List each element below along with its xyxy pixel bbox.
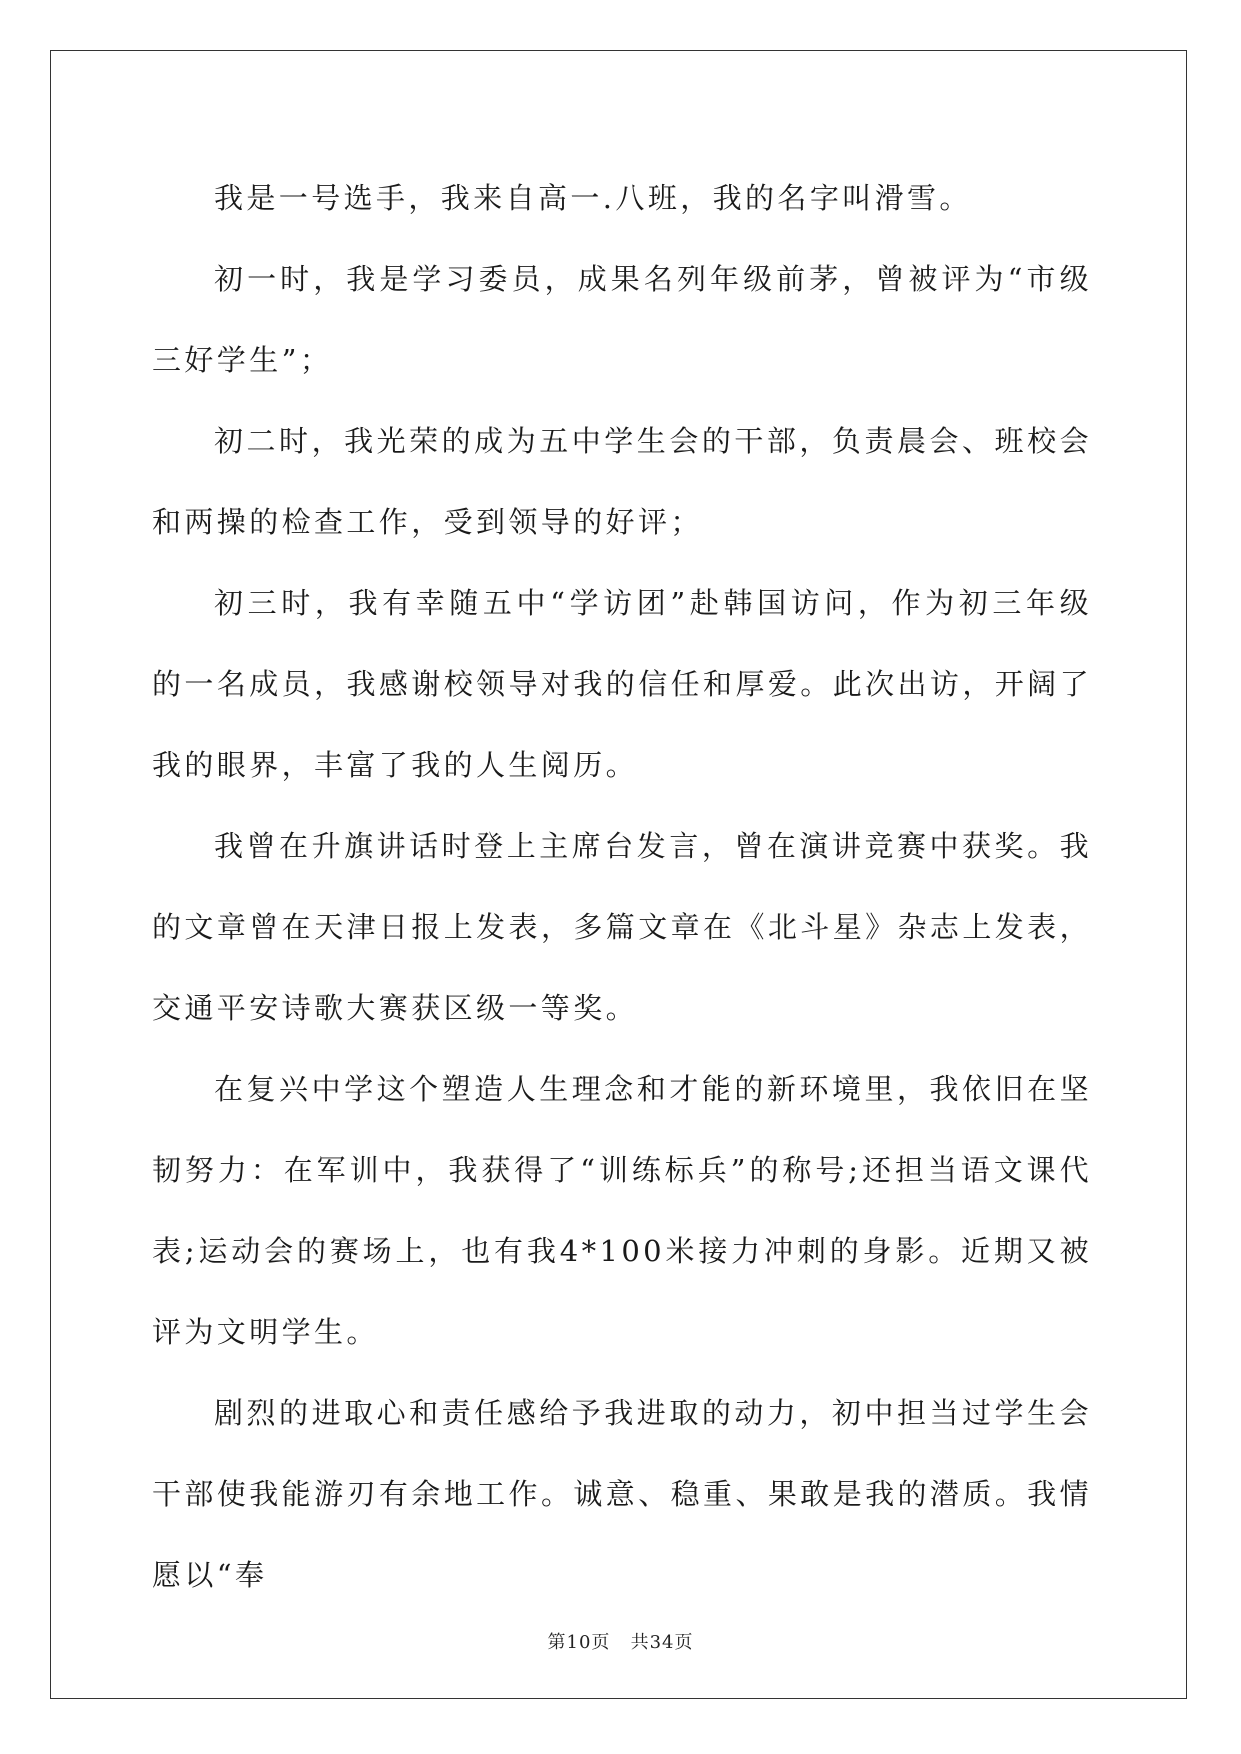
paragraph: 我曾在升旗讲话时登上主席台发言，曾在演讲竞赛中获奖。我的文章曾在天津日报上发表，多篇文章在《北斗星》杂志上发表，交通平安诗歌大赛获区级一等奖。: [152, 829, 1092, 1025]
paragraph: 剧烈的进取心和责任感给予我进取的动力，初中担当过学生会干部使我能游刃有余地工作。诚意、稳重、果敢是我的潜质。我情愿以“奉: [152, 1396, 1092, 1592]
current-page-number: 10: [566, 1632, 592, 1653]
footer-suffix: 页: [674, 1632, 694, 1653]
total-page-count: 34: [649, 1632, 675, 1653]
document-body: [152, 158, 1092, 1616]
paragraph: 我是一号选手，我来自高一.八班，我的名字叫滑雪。: [214, 181, 972, 215]
paragraph: 初三时，我有幸随五中“学访团”赴韩国访问，作为初三年级的一名成员，我感谢校领导对我的信任和厚爱。此次出访，开阔了我的眼界，丰富了我的人生阅历。: [152, 586, 1092, 782]
paragraph: 初一时，我是学习委员，成果名列年级前茅，曾被评为“市级三好学生”；: [152, 262, 1092, 377]
page-number-footer: [0, 1628, 1241, 1654]
paragraph: 初二时，我光荣的成为五中学生会的干部，负责晨会、班校会和两操的检查工作，受到领导的好评；: [152, 424, 1092, 539]
paragraph: 在复兴中学这个塑造人生理念和才能的新环境里，我依旧在坚韧努力：在军训中，我获得了“训练标兵”的称号;还担当语文课代表;运动会的赛场上，也有我4*100米接力冲刺的身影。近期又被评为文明学生。: [152, 1072, 1092, 1349]
footer-mid: 页 共: [591, 1632, 650, 1653]
footer-prefix: 第: [547, 1632, 567, 1653]
